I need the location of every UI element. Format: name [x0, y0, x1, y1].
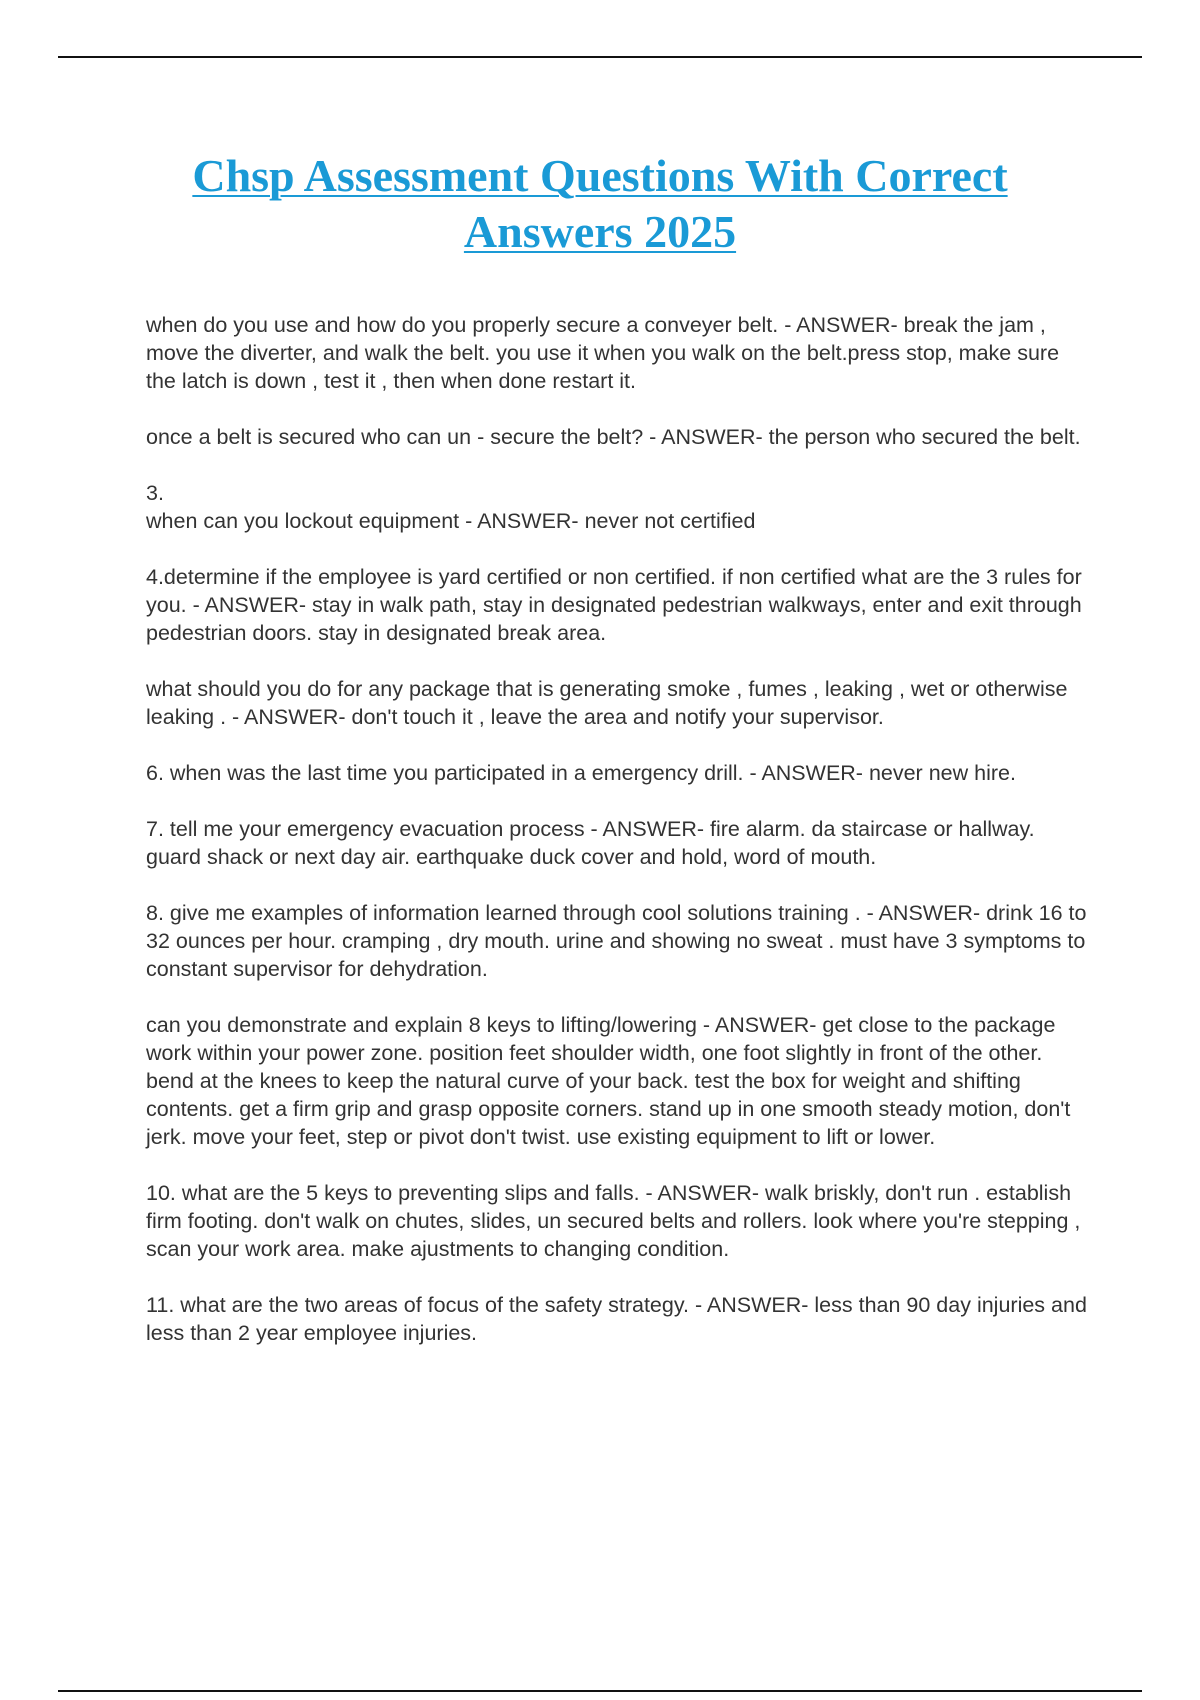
qa-item: 7. tell me your emergency evacuation process - ANSWER- fire alarm. da staircase or hallway. guard shack or next day air. earthquake duck cover and hold, word of mouth.	[146, 817, 1035, 869]
qa-item: 8. give me examples of information learned through cool solutions training . - ANSWER- drink 16 to 32 ounces per hour. cramping , dry mouth. urine and showing no sweat . must have 3 symptoms to constant supervisor for dehydration.	[146, 901, 1087, 981]
header-rule	[58, 56, 1142, 58]
qa-item: 4.determine if the employee is yard certified or non certified. if non certified what are the 3 rules for you. - ANSWER- stay in walk path, stay in designated pedestrian walkways, enter and exit through pedestrian doors. stay in designated break area.	[146, 565, 1082, 645]
qa-item: what should you do for any package that is generating smoke , fumes , leaking , wet or otherwise leaking . - ANSWER- don't touch it , leave the area and notify your supervisor.	[146, 677, 1068, 729]
document-title: Chsp Assessment Questions With Correct Answers 2025	[192, 150, 1008, 257]
qa-item: when do you use and how do you properly secure a conveyer belt. - ANSWER- break the jam , move the diverter, and walk the belt. you use it when you walk on the belt.press stop, make sure the latch is down , test it , then when done restart it.	[146, 313, 1060, 393]
qa-item: 6. when was the last time you participated in a emergency drill. - ANSWER- never new hire.	[146, 761, 1016, 785]
qa-item: 10. what are the 5 keys to preventing slips and falls. - ANSWER- walk briskly, don't run . establish firm footing. don't walk on chutes, slides, un secured belts and rollers. look where you're stepping , scan your work area. make ajustments to changing condition.	[146, 1181, 1081, 1261]
qa-item: 3. when can you lockout equipment - ANSWER- never not certified	[146, 481, 756, 533]
qa-item: once a belt is secured who can un - secure the belt? - ANSWER- the person who secured the belt.	[146, 425, 1081, 449]
qa-item: 11. what are the two areas of focus of the safety strategy. - ANSWER- less than 90 day injuries and less than 2 year employee injuries.	[146, 1293, 1087, 1345]
footer-rule	[58, 1690, 1142, 1692]
qa-item: can you demonstrate and explain 8 keys to lifting/lowering - ANSWER- get close to the package work within your power zone. position feet shoulder width, one foot slightly in front of the other. bend at the knees to keep the natural curve of your back. test the box for weight and shifting contents. get a firm grip and grasp opposite corners. stand up in one smooth steady motion, don't jerk. move your feet, step or pivot don't twist. use existing equipment to lift or lower.	[146, 1013, 1071, 1149]
qa-list	[146, 311, 1094, 1375]
